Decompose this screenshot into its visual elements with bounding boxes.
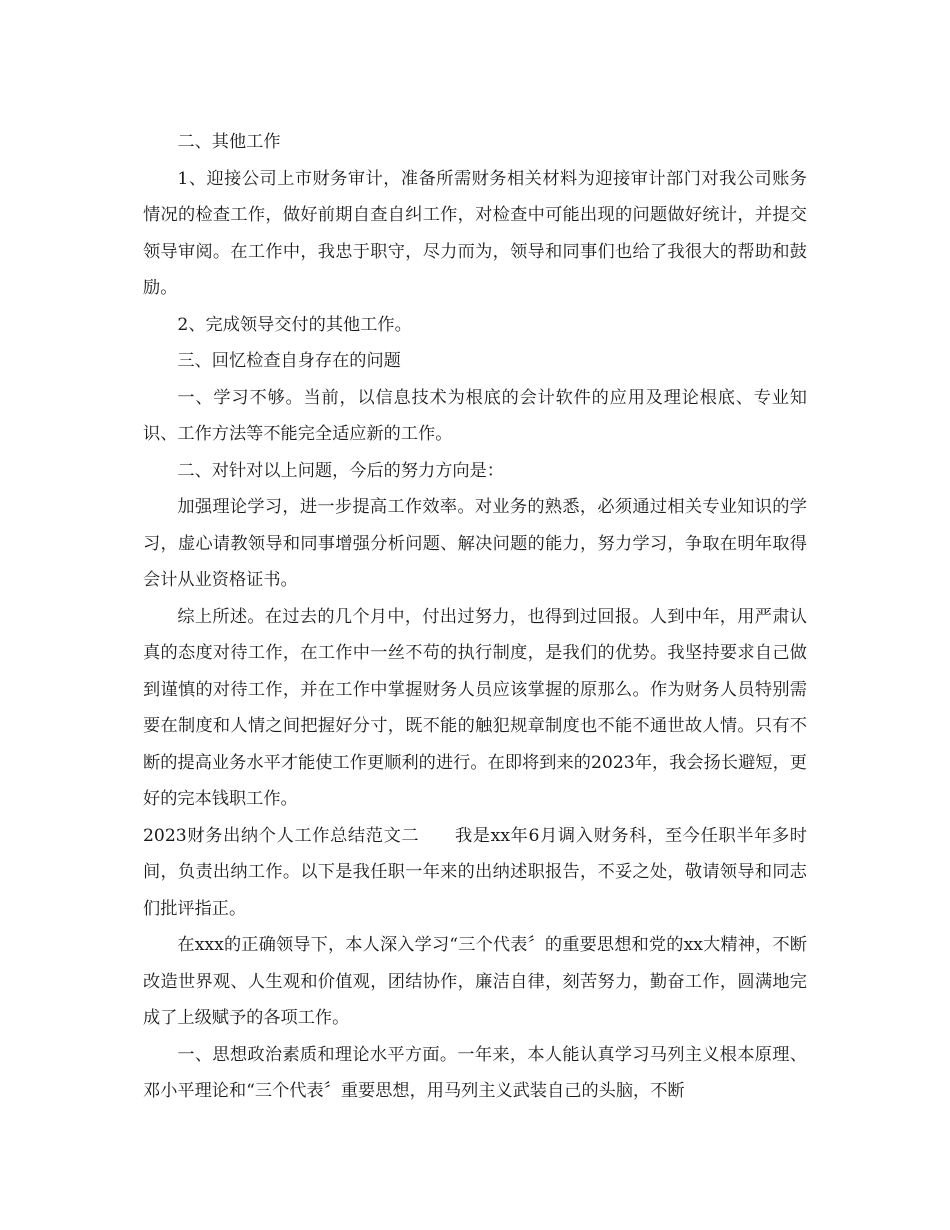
paragraph-audit: 1、迎接公司上市财务审计，准备所需财务相关材料为迎接审计部门对我公司账务情况的检查工作，做好前期自查自纠工作，对检查中可能出现的问题做好统计，并提交领导审阅。在工作中，我忠于职守，尽力而为，领导和同事们也给了我很大的帮助和鼓励。 bbox=[143, 168, 807, 298]
paragraph-strengthen-study: 加强理论学习，进一步提高工作效率。对业务的熟悉，必须通过相关专业知识的学习，虚心请教领导和同事增强分析问题、解决问题的能力，努力学习，争取在明年取得会计从业资格证书。 bbox=[143, 497, 807, 590]
document-body bbox=[143, 124, 807, 1110]
paragraph-political-quality: 一、思想政治素质和理论水平方面。一年来，本人能认真学习马列主义根本原理、邓小平理论和“三个代表〞重要思想，用马列主义武装自己的头脑，不断 bbox=[143, 1044, 807, 1101]
paragraph-summary: 综上所述。在过去的几个月中，付出过努力，也得到过回报。人到中年，用严肃认真的态度对待工作，在工作中一丝不苟的执行制度，是我们的优势。我坚持要求自己做到谨慎的对待工作，并在工作中掌握财务人员应该掌握的原那么。作为财务人员特别需要在制度和人情之间把握好分寸，既不能的触犯规章制度也不能不通世故人情。只有不断的提高业务水平才能使工作更顺利的进行。在即将到来的2023年，我会扬长避短，更好的完本钱职工作。 bbox=[143, 606, 807, 809]
paragraph-other-tasks: 2、完成领导交付的其他工作。 bbox=[177, 314, 412, 335]
paragraph-learning-insufficient: 一、学习不够。当前，以信息技术为根底的会计软件的应用及理论根底、专业知识、工作方法等不能完全适应新的工作。 bbox=[143, 387, 807, 444]
paragraph-leadership: 在xxx的正确领导下，本人深入学习“三个代表〞的重要思想和党的xx大精神，不断改造世界观、人生观和价值观，团结协作，廉洁自律，刻苦努力，勤奋工作，圆满地完成了上级赋予的各项工作。 bbox=[143, 935, 807, 1028]
paragraph-second-sample: 2023财务出纳个人工作总结范文二 我是xx年6月调入财务科，至今任职半年多时间，负责出纳工作。以下是我任职一年来的出纳述职报告，不妥之处，敬请领导和同志们批评指正。 bbox=[143, 825, 807, 919]
paragraph-improvement-direction: 二、对针对以上问题，今后的努力方向是： bbox=[177, 460, 504, 481]
heading-other-work: 二、其他工作 bbox=[177, 132, 281, 152]
heading-self-review: 三、回忆检查自身存在的问题 bbox=[177, 351, 401, 371]
